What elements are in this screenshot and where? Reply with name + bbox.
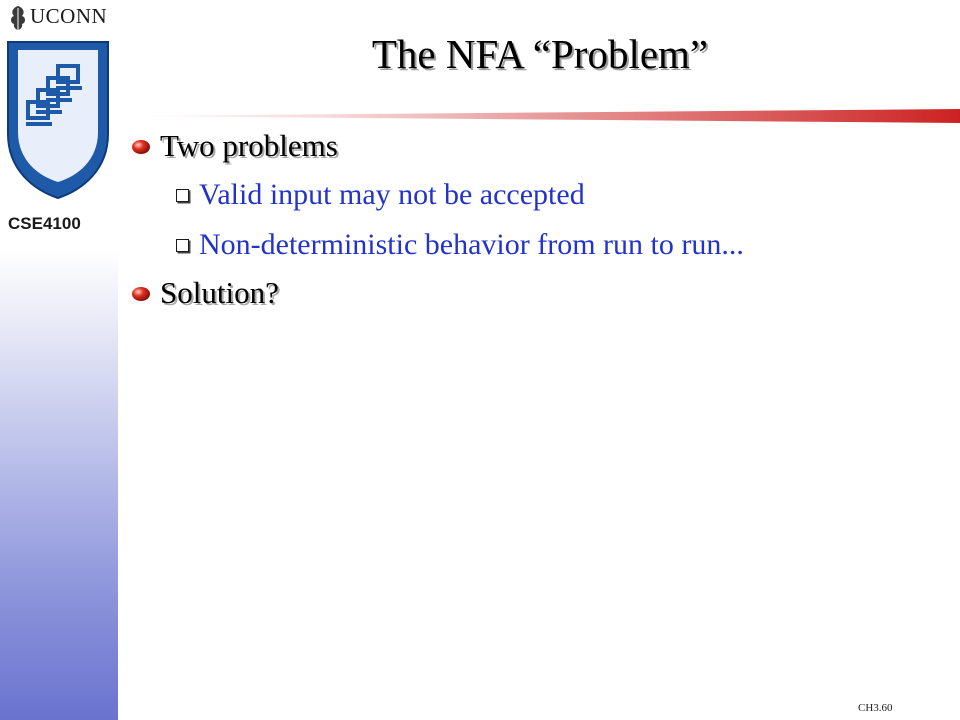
red-sphere-bullet-icon (130, 133, 156, 159)
bullet-item (130, 128, 338, 164)
page-number: CH3.60 (858, 702, 893, 714)
slide-title: The NFA “Problem” (371, 31, 709, 77)
bullet-item (130, 275, 279, 311)
sub-bullet-item (176, 228, 744, 262)
square-bullet-icon (176, 239, 189, 252)
sub-bullet-text: Valid input may not be accepted (199, 178, 585, 211)
cse-seal-logo (2, 38, 114, 200)
sub-bullet-item (176, 178, 585, 212)
red-sphere-bullet-icon (130, 280, 156, 306)
sub-bullet-text: Non-deterministic behavior from run to run... (199, 228, 744, 261)
org-name: UCONN (30, 4, 108, 28)
sidebar (0, 0, 118, 720)
bullet-text: Solution? (160, 275, 279, 310)
title-rule (118, 106, 960, 126)
square-bullet-icon (176, 189, 189, 202)
course-label: CSE4100 (8, 214, 81, 233)
bullet-text: Two problems (160, 128, 338, 163)
